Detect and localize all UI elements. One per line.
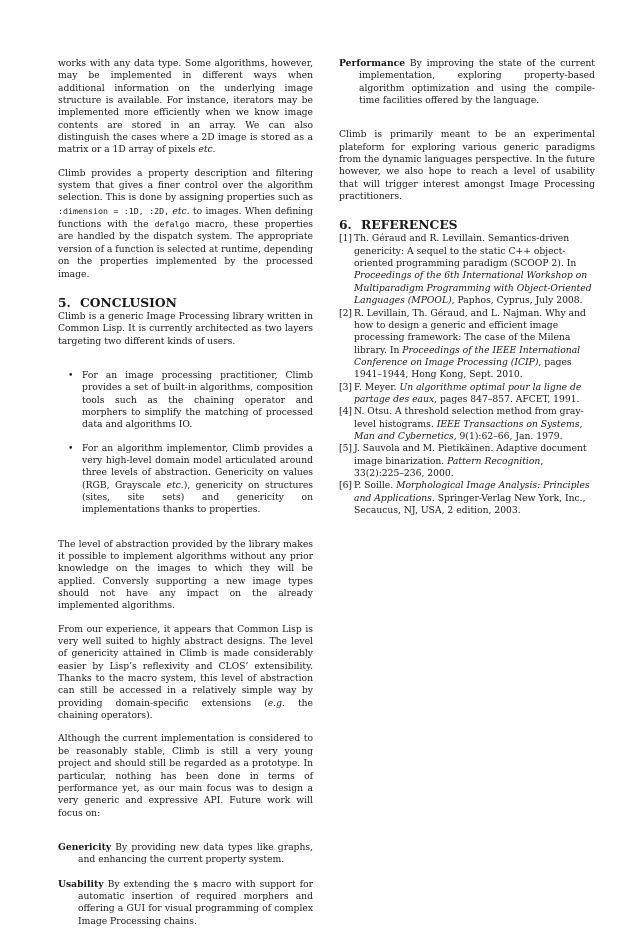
list-item	[58, 370, 313, 432]
reference-entry	[339, 443, 595, 480]
text-run: The level of abstraction provided by the library makes it possible to implement algorithms without any prior knowledge on the images to which they will be applied. Conversly supporting a new image types should not have any impact on the already implemented algorithms.	[58, 538, 313, 612]
reference-number: [6]	[339, 480, 353, 492]
text-run: From our experience, it appears that Common Lisp is very well suited to highly abstract designs. The level of genericity attained in Climb is made considerably easier by Lisp’s reflexivity and CLOS’ extensibility. Thanks to the macro system, this level of abstraction can still be accessed in a relatively simple way by providing domain-specific extensions (	[58, 623, 313, 709]
text-run: ), genericity on structures (sites, site sets) and genericity on implementations thanks to properties.	[82, 479, 314, 516]
paragraph-common-lisp-experience	[58, 624, 313, 723]
text-run: By extending the	[103, 878, 193, 890]
italic-text: Proceedings of the 6th International Workshop on Multiparadigm Programming with Object-Oriented Languages (MPOOL)	[354, 270, 592, 307]
paragraph-abstraction-level	[58, 539, 313, 613]
italic-text: IEEE Transactions on Systems, Man and Cybernetics	[354, 418, 583, 442]
italic-text: Morphological Image Analysis: Principles and Applications	[354, 480, 590, 504]
text-run: , pages 1941–1944, Hong Kong, Sept. 2010.	[354, 356, 572, 381]
reference-text	[354, 382, 581, 405]
text-run: Climb is primarily meant to be an experimental plateform for exploring various generic paradigms from the dynamic languages perspective. In the future however, we also hope to reach a level of usability that will trigger interest amongst Image Processing practitioners.	[339, 129, 595, 203]
text-run: Climb is a generic Image Processing library written in Common Lisp. It is currently architected as two layers targeting two different kinds of users.	[58, 310, 313, 347]
text-run: N. Otsu. A threshold selection method from gray-level histograms.	[354, 406, 584, 430]
italic-text: etc.	[198, 144, 216, 156]
term-label: Genericity	[58, 841, 112, 853]
paragraph-climb-purpose	[339, 129, 595, 203]
text-run: Th. Géraud and R. Levillain. Semantics-driven genericity: A sequel to the static C++ object-oriented programming paradigm (SCOOP 2). In	[354, 233, 577, 270]
bullet-icon: •	[68, 442, 74, 454]
future-work-usability	[58, 878, 313, 928]
reference-text	[354, 233, 592, 306]
text-run: Climb provides a property description and filtering system that gives a finer control over the algorithm selection. This is done by assigning properties such as	[58, 167, 313, 204]
italic-text: Pattern Recognition	[447, 455, 541, 467]
text-run: works with any data type. Some algorithms, however, may be implemented in different ways when additional information on the underlying image structure is available. For instance, iterators may be implemented more efficiently when we know image contents are stored in an array. We can also distinguish the cases where a 2D image is stored as a matrix or a 1D array of pixels	[58, 58, 313, 156]
reference-number: [4]	[339, 406, 353, 418]
list-item-text	[82, 443, 313, 516]
reference-entry	[339, 382, 595, 407]
reference-number: [5]	[339, 443, 353, 455]
right-column	[339, 58, 595, 517]
text-run: By providing new data types like graphs, and enhancing the current property system.	[78, 841, 313, 866]
paragraph-current-implementation	[58, 733, 313, 819]
section-heading-conclusion	[58, 292, 313, 311]
text-run: By improving the state of the current implementation, exploring property-based algorithm optimization and using the compile-time facilities offered by the language.	[359, 58, 595, 107]
reference-text	[354, 443, 587, 479]
reference-number: [2]	[339, 307, 353, 319]
future-work-performance	[339, 58, 595, 107]
paragraph-property-dispatch-intro	[58, 58, 313, 157]
italic-text: etc.	[166, 479, 184, 491]
future-work-list-continued	[339, 58, 595, 107]
text-run: , 33(2):225–236, 2000.	[354, 455, 544, 479]
section-number: 5.	[58, 294, 71, 310]
section-number: 6.	[339, 217, 352, 233]
text-run: , 9(1):62–66, Jan. 1979.	[453, 430, 563, 442]
term-label: Usability	[58, 878, 104, 890]
text-run: For an image processing practitioner, Climb provides a set of built-in algorithms, composition tools such as the chaining operator and morphers to simplify the matching of processed data and algorithms IO.	[82, 369, 313, 431]
reference-entry	[339, 308, 595, 382]
reference-text	[354, 480, 590, 516]
text-run: macro, these properties are handled by the dispatch system. The appropriate version of a function is selected at runtime, depending on the properties implemented by the processed image.	[58, 219, 313, 280]
reference-number: [3]	[339, 381, 353, 393]
text-run: J. Sauvola and M. Pietikäinen. Adaptive document image binarization.	[354, 443, 587, 467]
italic-text: etc.	[172, 205, 190, 217]
user-kinds-list	[58, 370, 313, 517]
section-heading-references	[339, 214, 595, 233]
text-run: , pages 847–857. AFCET, 1991.	[434, 393, 580, 405]
reference-entry	[339, 233, 595, 307]
text-run: Although the current implementation is considered to be reasonably stable, Climb is still a very young project and should still be regarded as a prototype. In particular, nothing has been done in terms of performance yet, as our main focus was to design a very generic and expressive API. Future work will focus on:	[58, 733, 313, 819]
italic-text: Proceedings of the IEEE International Conference on Image Processing (ICIP)	[354, 344, 581, 368]
section-title: CONCLUSION	[80, 294, 177, 310]
left-column	[58, 58, 313, 928]
text-run: to images. When defining functions with the	[58, 205, 313, 231]
bullet-icon: •	[68, 369, 74, 381]
text-run: R. Levillain, Th. Géraud, and L. Najman. Why and how to design a generic and efficient image processing framework: The case of the Milena library. In	[354, 307, 586, 356]
italic-text: e.g.	[267, 697, 285, 709]
section-title: REFERENCES	[361, 217, 458, 233]
reference-entry	[339, 406, 595, 443]
code-text: $	[192, 878, 198, 889]
future-work-list	[58, 842, 313, 928]
reference-number: [1]	[339, 233, 353, 245]
reference-text	[354, 406, 584, 442]
text-run: . Springer-Verlag New York, Inc., Secaucus, NJ, USA, 2 edition, 2003.	[354, 492, 586, 516]
list-item-text	[82, 370, 313, 430]
term-label: Performance	[339, 58, 406, 69]
paragraph-climb-summary	[58, 311, 313, 348]
reference-entry	[339, 480, 595, 517]
text-run: P. Soille.	[354, 480, 397, 492]
list-item	[58, 443, 313, 517]
text-run: F. Meyer.	[354, 381, 400, 393]
text-run: the chaining operators).	[58, 697, 313, 722]
italic-text: Un algorithme optimal pour la ligne de partage des eaux	[354, 381, 582, 405]
reference-text	[354, 308, 586, 381]
text-run: macro with support for automatic insertion of required morphers and offering a GUI for visual programming of complex Image Processing chains.	[78, 878, 314, 927]
paragraph-property-filtering	[58, 168, 313, 281]
future-work-genericity	[58, 842, 313, 867]
code-text: :dimension = :1D, :2D,	[58, 205, 170, 216]
code-text: defalgo	[154, 219, 190, 230]
text-run: , Paphos, Cyprus, July 2008.	[451, 295, 583, 307]
references-list	[339, 233, 595, 517]
text-run: For an algorithm implementor, Climb provides a very high-level domain model articulated around three levels of abstraction. Genericity on values (RGB, Grayscale	[82, 442, 313, 491]
